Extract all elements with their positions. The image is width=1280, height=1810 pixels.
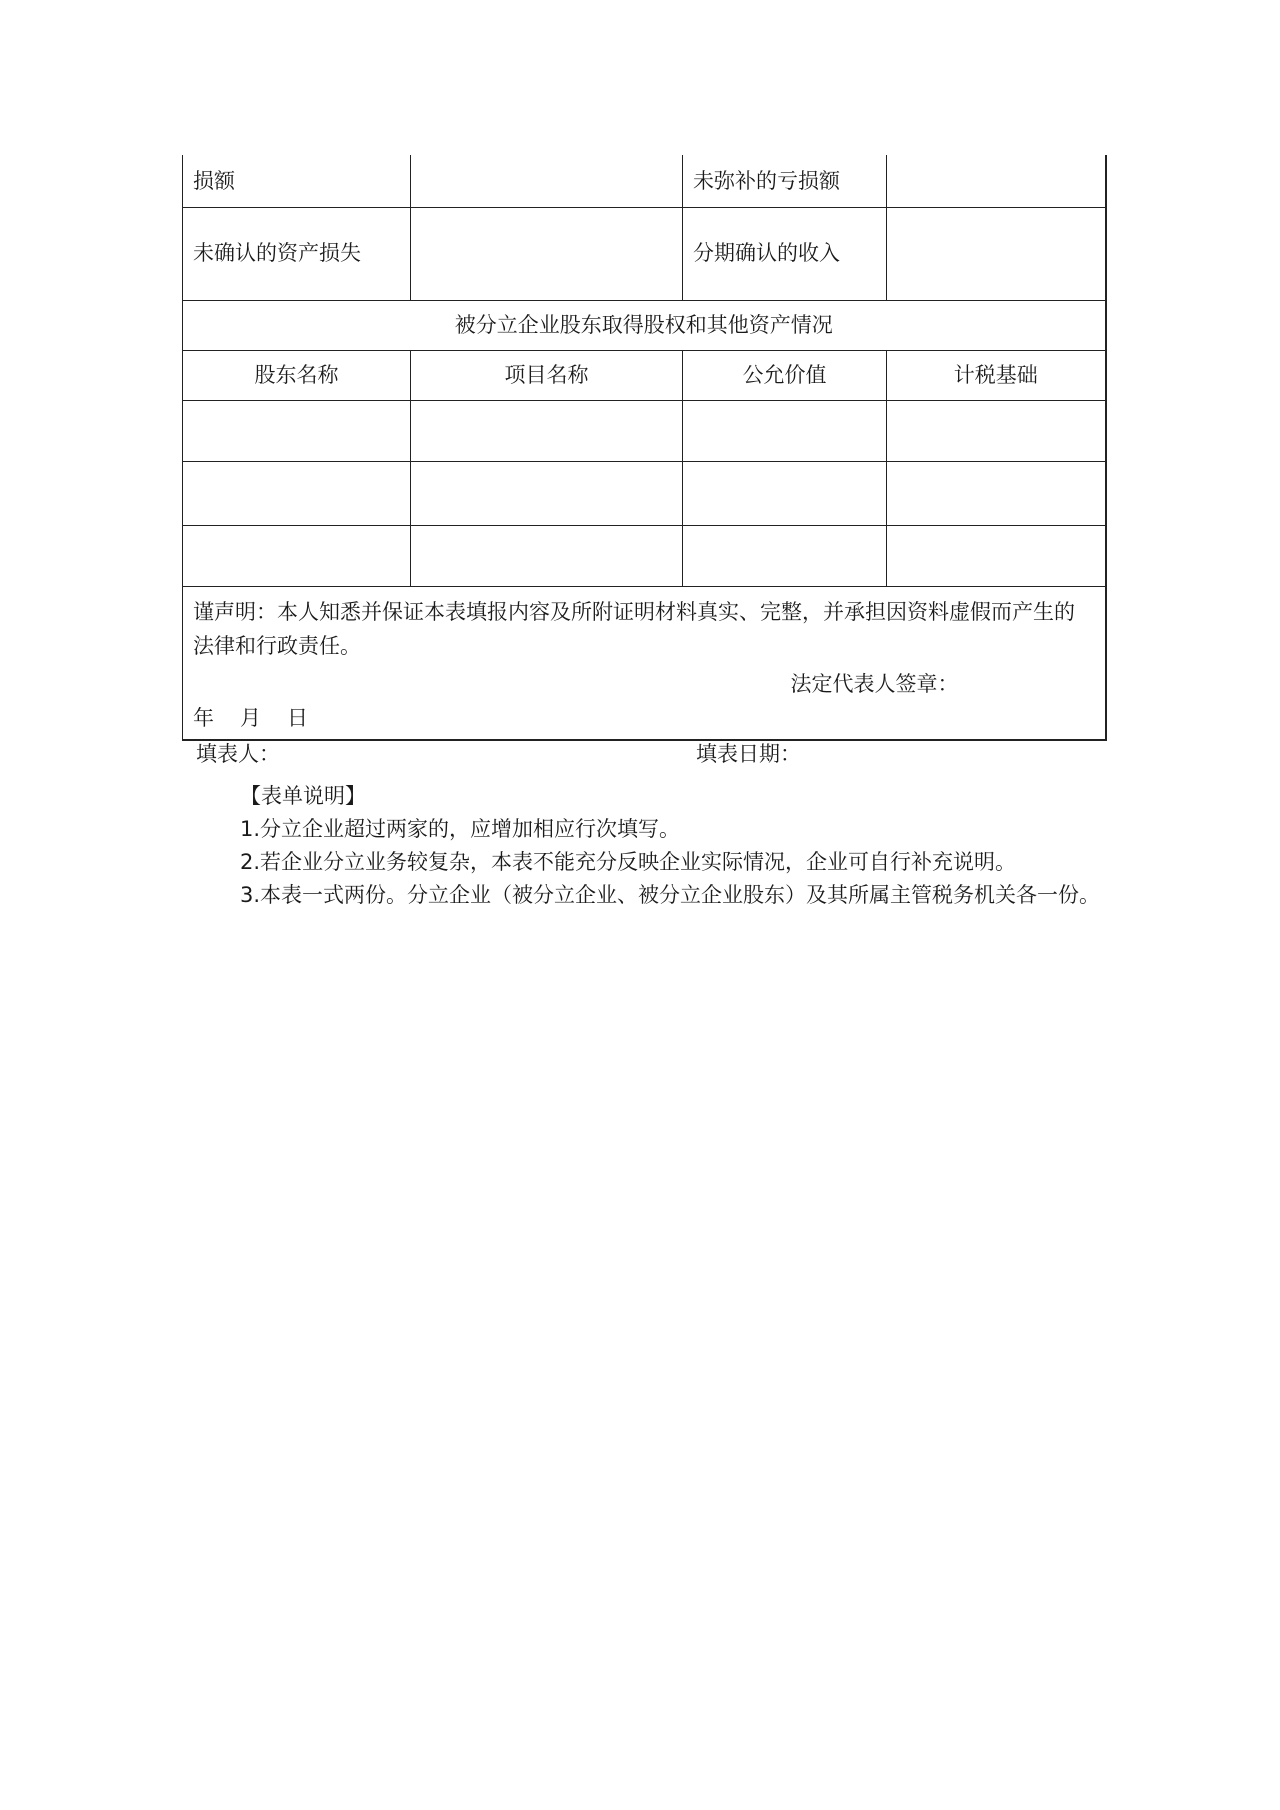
label-unrecovered-loss: 未弥补的亏损额	[683, 155, 887, 207]
date-day: 日	[287, 705, 308, 730]
cell-shareholder-name[interactable]	[183, 400, 411, 461]
value-loss-amount[interactable]	[411, 155, 683, 207]
cell-fair-value[interactable]	[683, 525, 887, 586]
label-installment-income: 分期确认的收入	[683, 207, 887, 300]
cell-tax-basis[interactable]	[887, 461, 1106, 525]
note-item: 1.分立企业超过两家的，应增加相应行次填写。	[240, 817, 681, 841]
column-header-tax-basis: 计税基础	[887, 350, 1106, 400]
cell-item-name[interactable]	[411, 400, 683, 461]
table-row	[183, 525, 1106, 586]
fill-date-label: 填表日期：	[696, 742, 801, 766]
cell-tax-basis[interactable]	[887, 525, 1106, 586]
declaration-row	[183, 586, 1106, 740]
loss-row	[183, 155, 1106, 207]
declaration-date	[193, 701, 1095, 735]
label-loss-amount: 损额	[183, 155, 411, 207]
enterprise-split-form-table	[182, 155, 1107, 741]
note-item: 2.若企业分立业务较复杂，本表不能充分反映企业实际情况，企业可自行补充说明。	[240, 850, 1017, 874]
date-year: 年	[193, 705, 214, 730]
value-unrecovered-loss[interactable]	[887, 155, 1106, 207]
column-header-shareholder-name: 股东名称	[183, 350, 411, 400]
cell-tax-basis[interactable]	[887, 400, 1106, 461]
cell-shareholder-name[interactable]	[183, 525, 411, 586]
value-installment-income[interactable]	[887, 207, 1106, 300]
section-title-row	[183, 300, 1106, 350]
date-month: 月	[240, 705, 261, 730]
cell-item-name[interactable]	[411, 525, 683, 586]
table-row	[183, 400, 1106, 461]
column-header-fair-value: 公允价值	[683, 350, 887, 400]
legal-representative-signature-label: 法定代表人签章：	[790, 671, 959, 696]
notes-title: 【表单说明】	[240, 784, 366, 808]
section-title: 被分立企业股东取得股权和其他资产情况	[183, 300, 1106, 350]
cell-fair-value[interactable]	[683, 461, 887, 525]
cell-fair-value[interactable]	[683, 400, 887, 461]
filler-label: 填表人：	[196, 742, 280, 766]
value-unrecognized-asset-loss[interactable]	[411, 207, 683, 300]
cell-shareholder-name[interactable]	[183, 461, 411, 525]
table-row	[183, 461, 1106, 525]
note-item: 3.本表一式两份。分立企业（被分立企业、被分立企业股东）及其所属主管税务机关各一份。	[240, 883, 1101, 907]
declaration-cell	[183, 586, 1106, 740]
cell-item-name[interactable]	[411, 461, 683, 525]
label-unrecognized-asset-loss: 未确认的资产损失	[183, 207, 411, 300]
column-header-item-name: 项目名称	[411, 350, 683, 400]
asset-loss-row	[183, 207, 1106, 300]
declaration-text: 谨声明：本人知悉并保证本表填报内容及所附证明材料真实、完整，并承担因资料虚假而产生的法律和行政责任。	[193, 599, 1075, 658]
column-header-row	[183, 350, 1106, 400]
form-notes	[196, 780, 1106, 912]
